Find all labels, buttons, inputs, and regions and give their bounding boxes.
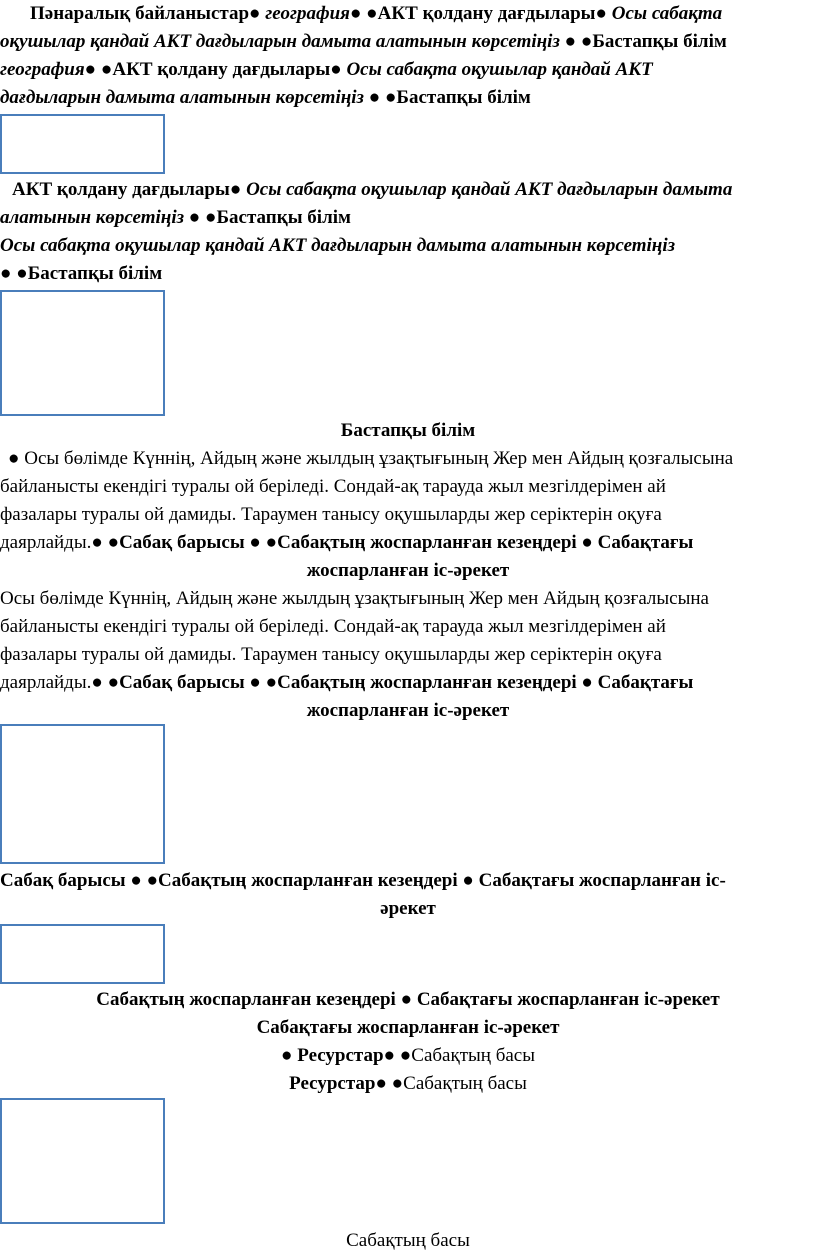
text-run: Сабақтың жоспарланған кезеңдері bbox=[158, 870, 463, 891]
text-line: Сабақтағы жоспарланған іс-әрекет bbox=[256, 1017, 560, 1038]
text-run: Сабақ барысы bbox=[0, 870, 131, 891]
text-run: ● ● bbox=[91, 532, 120, 553]
text-run: Бастапқы білім bbox=[216, 207, 351, 228]
text-run: география bbox=[0, 59, 85, 80]
paragraph-line bbox=[0, 529, 816, 556]
text-run: дағдыларын дамыта алатынын көрсетіңіз bbox=[0, 87, 369, 108]
text-line bbox=[0, 260, 816, 287]
image-placeholder bbox=[0, 724, 165, 864]
text-run: байланысты екендігі туралы ой беріледі. Сондай-ақ тарауда жыл мезгілдерімен ай bbox=[0, 476, 666, 497]
text-line bbox=[0, 232, 816, 259]
text-line bbox=[0, 1042, 816, 1069]
text-run: Сабақтың басы bbox=[403, 1073, 527, 1094]
text-run: Осы сабақта оқушылар қандай АКТ bbox=[346, 59, 653, 80]
text-run: Сабақтың жоспарланған кезеңдері bbox=[96, 989, 401, 1010]
image-placeholder bbox=[0, 924, 165, 984]
text-run: Осы сабақта bbox=[611, 3, 723, 24]
image-placeholder bbox=[0, 114, 165, 174]
paragraph-line: жоспарланған іс-әрекет bbox=[306, 700, 510, 721]
text-line bbox=[0, 84, 816, 111]
text-run: ● bbox=[581, 672, 598, 693]
text-run: ● Осы бөлімде Күннің, Айдың және жылдың ұзақтығының Жер мен Айдың қозғалысына bbox=[8, 448, 734, 469]
text-run: Бастапқы білім bbox=[592, 31, 727, 52]
text-run: ● ● bbox=[84, 59, 113, 80]
text-line bbox=[0, 176, 816, 203]
text-run: Сабақтағы жоспарланған іс-әрекет bbox=[416, 989, 720, 1010]
text-run: ● ● bbox=[249, 532, 278, 553]
text-run: ● ● bbox=[0, 263, 28, 284]
text-run: Пәнаралық байланыстар bbox=[30, 3, 250, 24]
text-run: АКТ қолдану дағдылары bbox=[12, 179, 230, 200]
text-run: ● bbox=[249, 3, 266, 24]
text-run: ● ● bbox=[349, 3, 378, 24]
text-run: Осы сабақта оқушылар қандай АКТ дағдыларын дамыта алатынын көрсетіңіз bbox=[0, 235, 676, 256]
text-run: Осы бөлімде Күннің, Айдың және жылдың ұзақтығының Жер мен Айдың қозғалысына bbox=[0, 588, 709, 609]
image-placeholder bbox=[0, 290, 165, 416]
text-run: Сабақ барысы bbox=[119, 672, 250, 693]
text-run: АКТ қолдану дағдылары bbox=[377, 3, 596, 24]
text-run: география bbox=[265, 3, 350, 24]
section-heading: Бастапқы білім bbox=[340, 420, 476, 441]
text-run: Сабақтың басы bbox=[411, 1045, 535, 1066]
text-run: Сабақтың жоспарланған кезеңдері bbox=[277, 672, 582, 693]
text-run: ● ● bbox=[375, 1073, 404, 1094]
text-run: ● bbox=[595, 3, 612, 24]
text-run: ● ● bbox=[383, 1045, 412, 1066]
text-run: ● ● bbox=[130, 870, 159, 891]
paragraph-line bbox=[0, 445, 816, 472]
text-run: даярлайды. bbox=[0, 532, 92, 553]
text-line: әрекет bbox=[380, 898, 436, 919]
text-run: даярлайды. bbox=[0, 672, 92, 693]
text-run: ● ● bbox=[91, 672, 120, 693]
text-line bbox=[0, 986, 816, 1013]
text-line bbox=[0, 56, 816, 83]
text-run: алатынын көрсетіңіз bbox=[0, 207, 189, 228]
text-run: Ресурстар bbox=[289, 1073, 376, 1094]
text-run: Бастапқы білім bbox=[27, 263, 163, 284]
text-run: Сабақтағы bbox=[597, 532, 694, 553]
paragraph-line: жоспарланған іс-әрекет bbox=[306, 560, 510, 581]
paragraph-line bbox=[0, 669, 816, 696]
paragraph-line bbox=[0, 501, 816, 528]
text-line bbox=[0, 0, 816, 27]
text-run: ● bbox=[330, 59, 347, 80]
text-run: байланысты екендігі туралы ой беріледі. Сондай-ақ тарауда жыл мезгілдерімен ай bbox=[0, 616, 666, 637]
text-line bbox=[0, 1070, 816, 1097]
text-run: оқушылар қандай АКТ дағдыларын дамыта алатынын көрсетіңіз bbox=[0, 31, 565, 52]
text-run: ● bbox=[280, 1045, 298, 1066]
text-run: Осы сабақта оқушылар қандай АКТ дағдыларын дамыта bbox=[246, 179, 733, 200]
text-run: Сабақтағы жоспарланған іс- bbox=[478, 870, 726, 891]
paragraph-line bbox=[0, 641, 816, 668]
text-run: ● bbox=[581, 532, 598, 553]
text-run: ● bbox=[400, 989, 417, 1010]
text-line bbox=[0, 867, 816, 894]
text-line bbox=[0, 28, 816, 55]
text-run: ● ● bbox=[249, 672, 278, 693]
text-run: Сабақтағы bbox=[597, 672, 694, 693]
image-placeholder bbox=[0, 1098, 165, 1224]
paragraph-line bbox=[0, 473, 816, 500]
text-run: ● ● bbox=[368, 87, 397, 108]
text-run: ● bbox=[229, 179, 247, 200]
text-run: Ресурстар bbox=[297, 1045, 384, 1066]
text-run: фазалары туралы ой дамиды. Тараумен танысу оқушыларды жер серіктерін оқуға bbox=[0, 644, 662, 665]
footer-text: Сабақтың басы bbox=[346, 1230, 470, 1251]
text-run: ● bbox=[462, 870, 479, 891]
text-run: Сабақ барысы bbox=[119, 532, 250, 553]
text-run: Сабақтың жоспарланған кезеңдері bbox=[277, 532, 582, 553]
text-run: ● ● bbox=[564, 31, 593, 52]
text-line bbox=[0, 204, 816, 231]
text-run: АКТ қолдану дағдылары bbox=[112, 59, 331, 80]
text-run: фазалары туралы ой дамиды. Тараумен танысу оқушыларды жер серіктерін оқуға bbox=[0, 504, 662, 525]
text-run: Бастапқы білім bbox=[396, 87, 531, 108]
paragraph-line bbox=[0, 613, 816, 640]
paragraph-line bbox=[0, 585, 816, 612]
text-run: ● ● bbox=[188, 207, 217, 228]
